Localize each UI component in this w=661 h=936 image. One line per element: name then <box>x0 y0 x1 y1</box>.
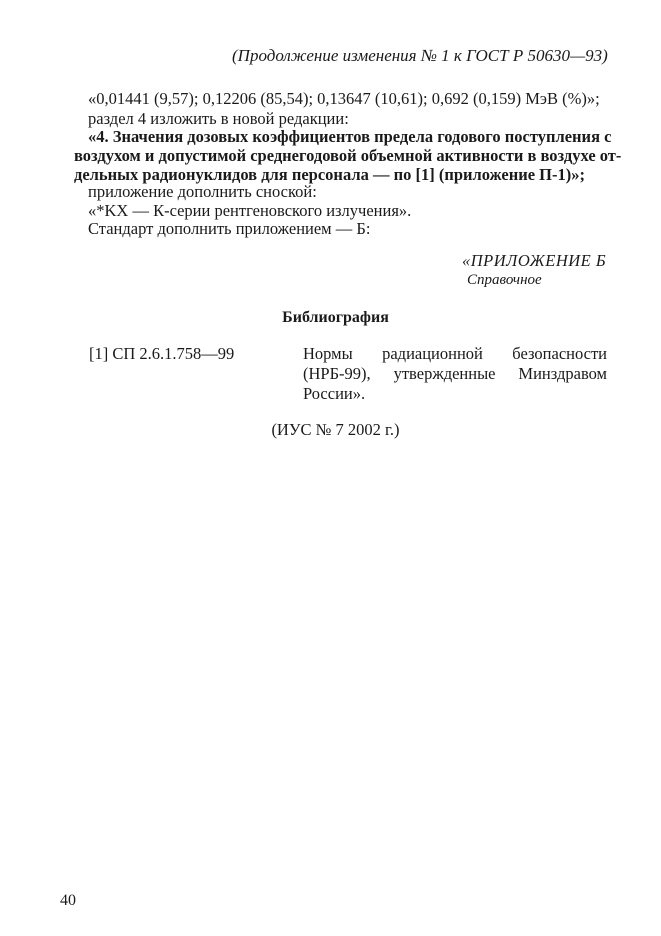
ius-reference: (ИУС № 7 2002 г.) <box>271 420 400 439</box>
appendix-subtitle: Справочное <box>467 272 542 288</box>
energy-values-line: «0,01441 (9,57); 0,12206 (85,54); 0,13647 (10,61); 0,692 (0,159) МэВ (%)»; <box>88 89 600 108</box>
section4-line-1: «4. Значения дозовых коэффициентов предела годового поступления с <box>88 127 612 146</box>
reference-line-2: (НРБ-99), утвержденные Минздравом <box>303 364 607 383</box>
continuation-header: (Продолжение изменения № 1 к ГОСТ Р 50630—93) <box>232 46 608 65</box>
page-number: 40 <box>60 892 76 909</box>
footnote-instruction: приложение дополнить сноской: <box>88 182 317 201</box>
bibliography-title: Библиография <box>282 309 389 326</box>
reference-label: [1] СП 2.6.1.758—99 <box>89 344 235 363</box>
appendix-instruction: Стандарт дополнить приложением — Б: <box>88 219 371 238</box>
reference-text <box>303 344 607 404</box>
section4-instruction: раздел 4 изложить в новой редакции: <box>88 109 349 128</box>
reference-line-3: России». <box>303 384 366 403</box>
section4-line-2: воздухом и допустимой среднегодовой объемной активности в воздухе от- <box>74 146 622 165</box>
section4-line-3: дельных радионуклидов для персонала — по [1] (приложение П-1)»; <box>74 165 585 184</box>
reference-line-1: Нормы радиационной безопасности <box>303 344 607 363</box>
appendix-title: «ПРИЛОЖЕНИЕ Б <box>462 251 607 270</box>
footnote-text: «*KX — К-серии рентгеновского излучения». <box>88 201 412 220</box>
section4-text <box>74 127 622 184</box>
